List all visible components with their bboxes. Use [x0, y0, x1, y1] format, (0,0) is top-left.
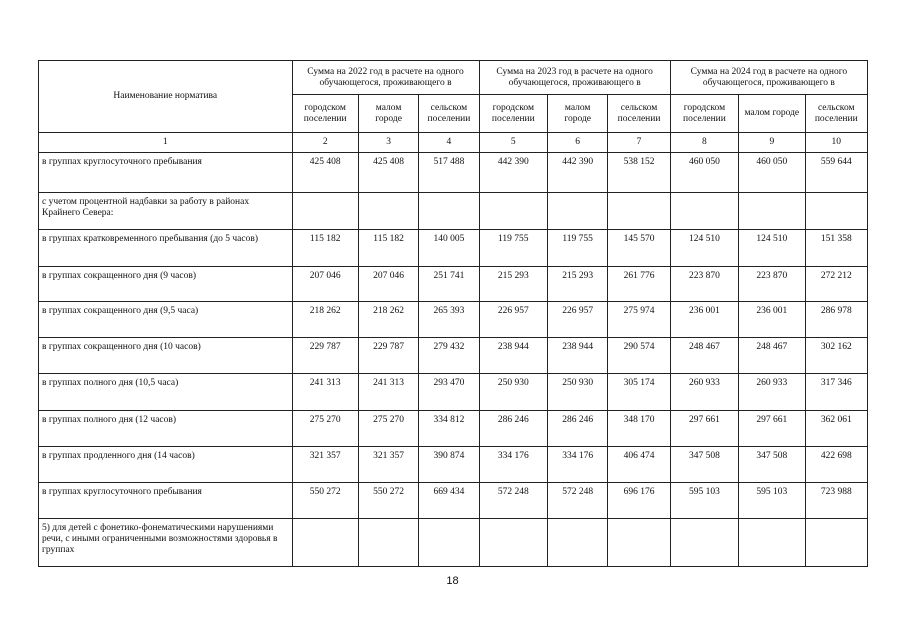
value-cell — [805, 519, 867, 567]
row-label: в группах сокращенного дня (10 часов) — [39, 338, 293, 374]
row-label: в группах круглосуточного пребывания — [39, 483, 293, 519]
col-number: 9 — [739, 133, 805, 153]
value-cell: 119 755 — [479, 230, 547, 267]
value-cell: 265 393 — [419, 302, 479, 338]
value-cell: 422 698 — [805, 447, 867, 483]
value-cell — [805, 193, 867, 230]
value-cell: 362 061 — [805, 411, 867, 447]
value-cell: 226 957 — [548, 302, 608, 338]
value-cell: 286 978 — [805, 302, 867, 338]
header-small-town: малом городе — [358, 95, 418, 133]
value-cell: 260 933 — [670, 374, 738, 411]
header-year-2022: Сумма на 2022 год в расчете на одного обучающегося, проживающего в — [292, 61, 479, 95]
value-cell: 302 162 — [805, 338, 867, 374]
header-urban: городском поселении — [479, 95, 547, 133]
value-cell: 390 874 — [419, 447, 479, 483]
header-year-2023: Сумма на 2023 год в расчете на одного обучающегося, проживающего в — [479, 61, 670, 95]
value-cell: 297 661 — [739, 411, 805, 447]
header-row-numbers — [39, 133, 868, 153]
value-cell: 321 357 — [292, 447, 358, 483]
value-cell: 572 248 — [479, 483, 547, 519]
value-cell — [292, 519, 358, 567]
value-cell: 347 508 — [670, 447, 738, 483]
value-cell: 215 293 — [479, 267, 547, 302]
row-label: в группах сокращенного дня (9 часов) — [39, 267, 293, 302]
table-row — [39, 519, 868, 567]
col-number: 1 — [39, 133, 293, 153]
value-cell: 275 974 — [608, 302, 670, 338]
value-cell: 669 434 — [419, 483, 479, 519]
value-cell: 517 488 — [419, 153, 479, 193]
value-cell: 317 346 — [805, 374, 867, 411]
value-cell: 572 248 — [548, 483, 608, 519]
value-cell — [358, 193, 418, 230]
value-cell: 115 182 — [292, 230, 358, 267]
value-cell: 207 046 — [292, 267, 358, 302]
value-cell: 236 001 — [739, 302, 805, 338]
header-rural: сельском поселении — [608, 95, 670, 133]
table-row — [39, 267, 868, 302]
table-body — [39, 153, 868, 567]
value-cell: 286 246 — [479, 411, 547, 447]
value-cell: 286 246 — [548, 411, 608, 447]
value-cell: 425 408 — [358, 153, 418, 193]
row-label: 5) для детей с фонетико-фонематическими нарушениями речи, с иными ограниченными возможностями здоровья в группах — [39, 519, 293, 567]
value-cell: 442 390 — [479, 153, 547, 193]
value-cell: 241 313 — [358, 374, 418, 411]
value-cell: 334 812 — [419, 411, 479, 447]
row-label: в группах продленного дня (14 часов) — [39, 447, 293, 483]
value-cell: 595 103 — [670, 483, 738, 519]
value-cell: 538 152 — [608, 153, 670, 193]
header-urban: городском поселении — [292, 95, 358, 133]
value-cell: 460 050 — [670, 153, 738, 193]
value-cell — [608, 193, 670, 230]
value-cell: 115 182 — [358, 230, 418, 267]
col-number: 10 — [805, 133, 867, 153]
row-label: в группах сокращенного дня (9,5 часа) — [39, 302, 293, 338]
col-number: 5 — [479, 133, 547, 153]
value-cell: 559 644 — [805, 153, 867, 193]
value-cell: 279 432 — [419, 338, 479, 374]
value-cell — [419, 519, 479, 567]
value-cell: 297 661 — [670, 411, 738, 447]
value-cell: 226 957 — [479, 302, 547, 338]
value-cell: 248 467 — [739, 338, 805, 374]
value-cell: 442 390 — [548, 153, 608, 193]
value-cell: 425 408 — [292, 153, 358, 193]
normative-table — [38, 60, 868, 567]
value-cell: 251 741 — [419, 267, 479, 302]
col-number: 3 — [358, 133, 418, 153]
table-row — [39, 230, 868, 267]
table-row — [39, 338, 868, 374]
value-cell: 229 787 — [292, 338, 358, 374]
value-cell: 124 510 — [670, 230, 738, 267]
value-cell: 550 272 — [358, 483, 418, 519]
header-small-town: малом городе — [739, 95, 805, 133]
header-small-town: малом городе — [548, 95, 608, 133]
value-cell: 696 176 — [608, 483, 670, 519]
value-cell: 215 293 — [548, 267, 608, 302]
header-rural: сельском поселении — [805, 95, 867, 133]
value-cell: 145 570 — [608, 230, 670, 267]
header-name-column: Наименование норматива — [39, 61, 293, 133]
value-cell — [479, 193, 547, 230]
row-label: в группах полного дня (12 часов) — [39, 411, 293, 447]
value-cell — [419, 193, 479, 230]
value-cell: 124 510 — [739, 230, 805, 267]
table-row — [39, 447, 868, 483]
value-cell: 218 262 — [358, 302, 418, 338]
value-cell — [739, 519, 805, 567]
value-cell: 223 870 — [739, 267, 805, 302]
value-cell: 595 103 — [739, 483, 805, 519]
value-cell: 260 933 — [739, 374, 805, 411]
value-cell: 229 787 — [358, 338, 418, 374]
table-row — [39, 153, 868, 193]
col-number: 7 — [608, 133, 670, 153]
value-cell: 723 988 — [805, 483, 867, 519]
value-cell: 140 005 — [419, 230, 479, 267]
header-urban: городском поселении — [670, 95, 738, 133]
table-row — [39, 193, 868, 230]
value-cell: 250 930 — [479, 374, 547, 411]
row-label: в группах полного дня (10,5 часа) — [39, 374, 293, 411]
value-cell — [358, 519, 418, 567]
value-cell: 275 270 — [292, 411, 358, 447]
value-cell: 272 212 — [805, 267, 867, 302]
value-cell — [739, 193, 805, 230]
value-cell — [608, 519, 670, 567]
row-label: в группах круглосуточного пребывания — [39, 153, 293, 193]
value-cell: 275 270 — [358, 411, 418, 447]
value-cell: 334 176 — [548, 447, 608, 483]
col-number: 8 — [670, 133, 738, 153]
value-cell: 290 574 — [608, 338, 670, 374]
row-label: с учетом процентной надбавки за работу в районах Крайнего Севера: — [39, 193, 293, 230]
table-row — [39, 411, 868, 447]
value-cell: 238 944 — [548, 338, 608, 374]
row-label: в группах кратковременного пребывания (до 5 часов) — [39, 230, 293, 267]
header-year-2024: Сумма на 2024 год в расчете на одного обучающегося, проживающего в — [670, 61, 867, 95]
value-cell — [292, 193, 358, 230]
header-row-years — [39, 61, 868, 95]
col-number: 4 — [419, 133, 479, 153]
value-cell: 236 001 — [670, 302, 738, 338]
value-cell: 348 170 — [608, 411, 670, 447]
value-cell: 241 313 — [292, 374, 358, 411]
col-number: 6 — [548, 133, 608, 153]
value-cell: 321 357 — [358, 447, 418, 483]
value-cell — [479, 519, 547, 567]
value-cell: 334 176 — [479, 447, 547, 483]
value-cell: 238 944 — [479, 338, 547, 374]
table-row — [39, 302, 868, 338]
value-cell: 250 930 — [548, 374, 608, 411]
value-cell: 223 870 — [670, 267, 738, 302]
value-cell: 119 755 — [548, 230, 608, 267]
value-cell: 261 776 — [608, 267, 670, 302]
value-cell: 248 467 — [670, 338, 738, 374]
value-cell: 151 358 — [805, 230, 867, 267]
header-rural: сельском поселении — [419, 95, 479, 133]
table-row — [39, 483, 868, 519]
value-cell — [548, 193, 608, 230]
col-number: 2 — [292, 133, 358, 153]
value-cell: 207 046 — [358, 267, 418, 302]
value-cell: 293 470 — [419, 374, 479, 411]
value-cell: 550 272 — [292, 483, 358, 519]
value-cell: 460 050 — [739, 153, 805, 193]
value-cell: 305 174 — [608, 374, 670, 411]
table-row — [39, 374, 868, 411]
value-cell — [670, 193, 738, 230]
page-number: 18 — [446, 575, 459, 587]
value-cell — [670, 519, 738, 567]
value-cell: 347 508 — [739, 447, 805, 483]
value-cell — [548, 519, 608, 567]
value-cell: 406 474 — [608, 447, 670, 483]
value-cell: 218 262 — [292, 302, 358, 338]
